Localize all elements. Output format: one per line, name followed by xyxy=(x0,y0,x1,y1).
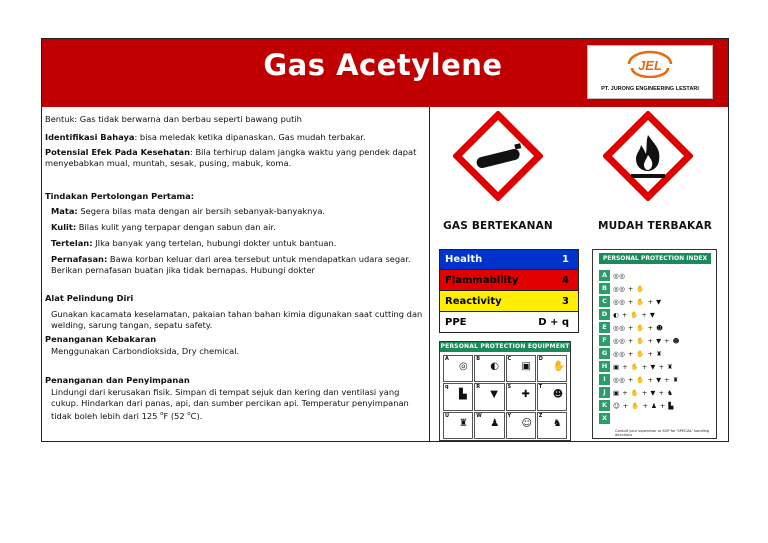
ppe-index-row xyxy=(599,335,711,346)
hmis-label: PPE xyxy=(445,316,467,328)
first-aid-eye xyxy=(51,206,428,217)
first-aid-skin xyxy=(51,222,428,233)
suit-icon: ♟ xyxy=(490,417,500,429)
first-aid-inhalation-label: Pernafasan: xyxy=(51,254,108,264)
ppe-letter: S xyxy=(507,384,512,391)
ppe-index-letter: X xyxy=(599,413,610,424)
ppe-letter: W xyxy=(476,412,482,419)
ppe-index-row xyxy=(599,361,711,372)
first-aid-ingestion-text: JIka banyak yang tertelan, hubungi dokter untuk bantuan. xyxy=(92,238,337,248)
ppe-letter: Z xyxy=(538,412,543,419)
ppe-index-row xyxy=(599,400,711,411)
ppe-index-row xyxy=(599,387,711,398)
first-aid-skin-label: Kulit: xyxy=(51,222,77,232)
breathing-apparatus-icon: ♞ xyxy=(552,417,562,429)
first-aid-inhalation xyxy=(51,254,428,276)
ppe-cell xyxy=(537,383,567,410)
ppe-index-letter: J xyxy=(599,387,610,398)
ppe-index-row xyxy=(599,348,711,359)
ppe-cell xyxy=(474,383,504,410)
form-description: Bentuk: Gas tidak berwarna dan berbau seperti bawang putih xyxy=(45,114,302,124)
ppe-index-letter: G xyxy=(599,348,610,359)
ppe-index-letter: I xyxy=(599,374,610,385)
ppe-index-letter: B xyxy=(599,283,610,294)
face-shield-icon: ◐ xyxy=(490,361,499,372)
ppe-cell xyxy=(537,355,567,382)
goggles-glove-apron-icon: ◎◎ + ✋ + ▼ xyxy=(613,297,662,306)
ppe-cell xyxy=(506,383,536,410)
ppe-index-letter: C xyxy=(599,296,610,307)
ppe-text: Gunakan kacamata keselamatan, pakaian tahan bahan kimia digunakan saat cutting dan welding, sarung tangan, sepatu safety. xyxy=(51,309,423,330)
ppe-cell xyxy=(474,412,504,439)
fire-text: Menggunakan Carbondioksida, Dry chemical. xyxy=(51,346,240,356)
company-name: PT. JURONG ENGINEERING LESTARI xyxy=(601,86,699,92)
goggles-glove-apron-respirator-icon: ◎◎ + ✋ + ▼ + ♜ xyxy=(613,375,679,384)
ppe-index-heading: PERSONAL PROTECTION INDEX xyxy=(599,253,711,264)
info-panel xyxy=(42,107,430,441)
hmis-row-ppe xyxy=(439,312,579,333)
ppe-cell xyxy=(474,355,504,382)
jel-logo-icon xyxy=(625,48,675,78)
ppe-cell xyxy=(443,383,473,410)
ppe-index-row xyxy=(599,283,711,294)
ppe-letter: T xyxy=(538,384,543,391)
ppe-letter: C xyxy=(507,356,512,362)
hmis-value: 3 xyxy=(562,295,569,307)
ppe-heading: Alat Pelindung Diri xyxy=(45,293,134,303)
hmis-row-health xyxy=(439,249,579,270)
ppe-letter: D xyxy=(538,356,543,362)
mask-icon: ☺ xyxy=(521,417,532,429)
flame-pictogram xyxy=(603,111,693,201)
ppe-index-letter: D xyxy=(599,309,610,320)
ppe-equipment-chart xyxy=(439,341,571,441)
boot-icon: ▙ xyxy=(459,389,467,401)
hmis-row-reactivity xyxy=(439,291,579,312)
goggles-glove-apron-mask-icon: ◎◎ + ✋ + ▼ + ☻ xyxy=(613,336,680,345)
hmis-value: D + q xyxy=(538,316,569,328)
goggles-glove-icon: ◎◎ + ✋ xyxy=(613,284,646,293)
header-banner xyxy=(42,39,728,107)
ppe-letter: B xyxy=(476,356,481,362)
hood-icon: ♜ xyxy=(459,417,468,429)
storage-text-part: C). xyxy=(190,410,203,421)
hood-glove-apron-dust-icon: ▣ + ✋ + ▼ + ♞ xyxy=(613,388,674,397)
ppe-index-row xyxy=(599,309,711,320)
goggles-glove-mask-icon: ◎◎ + ✋ + ☻ xyxy=(613,323,664,332)
ppe-index-chart xyxy=(592,249,717,439)
first-aid-eye-label: Mata: xyxy=(51,206,78,216)
hmis-label: Reactivity xyxy=(445,295,502,307)
ppe-cell xyxy=(443,355,473,382)
ppe-index-note: Consult your supervisor or SOP for 'SPECIAL' handling directions xyxy=(615,429,710,437)
hmis-value: 4 xyxy=(562,274,569,286)
ppe-letter: Y xyxy=(507,412,512,419)
pictogram-label-flammable: MUDAH TERBAKAR xyxy=(598,220,712,232)
first-aid-ingestion-label: Tertelan: xyxy=(51,238,93,248)
health-effects-text: : Bila terhirup dalam jangka waktu yang pendek dapat menyebabkan mual, muntah, sesak, pusing, mabuk, koma. xyxy=(45,147,417,168)
ppe-equipment-grid xyxy=(443,355,567,439)
ppe-index-letter: E xyxy=(599,322,610,333)
ppe-index-row xyxy=(599,322,711,333)
hmis-label: Health xyxy=(445,254,483,265)
company-logo xyxy=(587,45,713,99)
first-aid-eye-text: Segera bilas mata dengan air bersih sebanyak-banyaknya. xyxy=(77,206,326,216)
gas-cylinder-pictogram xyxy=(453,111,543,201)
ppe-index-letter: H xyxy=(599,361,610,372)
ppe-index-row xyxy=(599,270,711,281)
welding-mask-icon: ▣ xyxy=(521,361,531,372)
ppe-cell xyxy=(443,412,473,439)
health-effects-label: Potensial Efek Pada Kesehatan xyxy=(45,147,191,157)
degree-mark: o xyxy=(187,411,191,417)
hazard-identification-label: Identifikasi Bahaya xyxy=(45,132,135,142)
fire-heading: Penanganan Kebakaran xyxy=(45,334,157,344)
full-suit-icon: ☺ + ✋ + ♟ + ▙ xyxy=(613,401,674,410)
storage-text-part: F (52 xyxy=(163,410,188,421)
ppe-index-letter: A xyxy=(599,270,610,281)
storage-heading: Penanganan dan Penyimpanan xyxy=(45,375,190,385)
apron-icon: ▼ xyxy=(490,389,498,401)
degree-mark: o xyxy=(160,411,164,417)
first-aid-inhalation-text: Bawa korban keluar dari area tersebut untuk mendapatkan udara segar. Berikan pernafasan buatan jika tidak bernapas. Hubungi dokter xyxy=(51,254,411,275)
ppe-index-letter: K xyxy=(599,400,610,411)
ppe-letter: q xyxy=(445,384,449,391)
hmis-row-flammability xyxy=(439,270,579,291)
respirator-icon: ☻ xyxy=(552,389,564,401)
goggles-icon: ◎ xyxy=(459,361,468,372)
page-title: Gas Acetylene xyxy=(263,48,503,82)
glove-icon: ✋ xyxy=(552,361,566,372)
hood-glove-apron-respirator-icon: ▣ + ✋ + ▼ + ♜ xyxy=(613,362,674,371)
health-effects xyxy=(45,147,428,169)
ppe-letter: U xyxy=(445,412,450,419)
ppe-letter: R xyxy=(476,384,481,391)
hazard-identification-text: : bisa meledak ketika dipanaskan. Gas mudah terbakar. xyxy=(134,132,366,142)
goggles-icon: ◎◎ xyxy=(613,271,626,280)
ppe-index-row xyxy=(599,413,711,424)
first-aid-ingestion xyxy=(51,238,428,249)
hmis-value: 1 xyxy=(562,254,569,265)
shield-glove-apron-icon: ◐ + ✋ + ▼ xyxy=(613,310,656,319)
ppe-index-row xyxy=(599,374,711,385)
ppe-cell xyxy=(506,355,536,382)
ppe-index-letter: F xyxy=(599,335,610,346)
ppe-equipment-heading: PERSONAL PROTECTION EQUIPMENT xyxy=(440,343,570,350)
hmis-rating-table xyxy=(439,249,579,333)
pictogram-label-pressurized: GAS BERTEKANAN xyxy=(443,220,553,232)
ppe-cell xyxy=(537,412,567,439)
storage-text xyxy=(51,387,428,422)
logo-mark-text: JEL xyxy=(638,58,662,73)
goggles-glove-respirator-icon: ◎◎ + ✋ + ♜ xyxy=(613,349,663,358)
first-aid-heading: Tindakan Pertolongan Pertama: xyxy=(45,191,195,201)
ppe-letter: A xyxy=(445,356,449,362)
coverall-icon: ✚ xyxy=(521,389,530,401)
ppe-cell xyxy=(506,412,536,439)
safety-data-sheet xyxy=(41,38,729,442)
storage-text-part: Lindungi dari kerusakan fisik. Simpan di tempat sejuk dan kering dan ventilasi yang cukup. Hindarkan dari panas, api, dan sumber percikan api. Temperatur penyimpanan tidak boleh lebih dari 125 xyxy=(51,387,409,421)
hazard-identification xyxy=(45,132,428,143)
first-aid-skin-text: Bilas kulit yang terpapar dengan sabun dan air. xyxy=(76,222,276,232)
ppe-index-row xyxy=(599,296,711,307)
hmis-label: Flammability xyxy=(445,274,519,286)
